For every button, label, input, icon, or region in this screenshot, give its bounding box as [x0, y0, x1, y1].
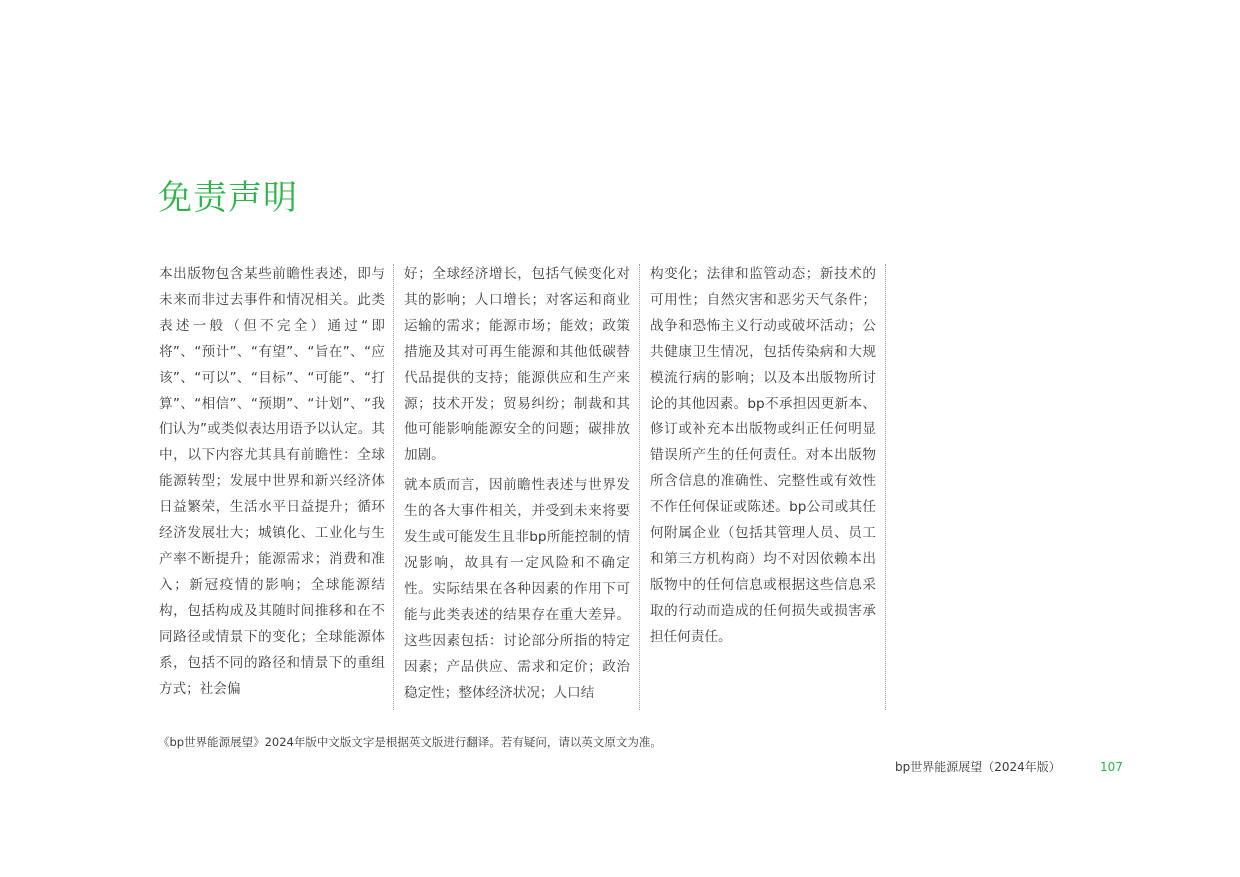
- column-divider: [639, 264, 640, 710]
- footer-publication-title: bp世界能源展望（2024年版）: [895, 760, 1061, 774]
- disclaimer-column-1: [159, 262, 385, 702]
- disclaimer-paragraph: 本出版物包含某些前瞻性表述，即与未来而非过去事件和情况相关。此类表述一般（但不完全）通过“即将”、“预计”、“有望”、“旨在”、“应该”、“可以”、“目标”、“可能”、“打算”、“相信”、“预期”、“计划”、“我们认为”或类似表达用语予以认定。其中，以下内容尤其具有前瞻性：全球能源转型；发展中世界和新兴经济体日益繁荣，生活水平日益提升；循环经济发展壮大；城镇化、工业化与生产率不断提升；能源需求；消费和准入；新冠疫情的影响；全球能源结构，包括构成及其随时间推移和在不同路径或情景下的变化；全球能源体系，包括不同的路径和情景下的重组方式；社会偏: [159, 266, 385, 697]
- disclaimer-paragraph: 构变化；法律和监管动态；新技术的可用性；自然灾害和恶劣天气条件；战争和恐怖主义行动或破坏活动；公共健康卫生情况，包括传染病和大规模流行病的影响；以及本出版物所讨论的其他因素。bp不承担因更新本、修订或补充本出版物或纠正任何明显错误所产生的任何责任。对本出版物所含信息的准确性、完整性或有效性不作任何保证或陈述。bp公司或其任何附属企业（包括其管理人员、员工和第三方机构商）均不对因依赖本出版物中的任何信息或根据这些信息采取的行动而造成的任何损失或损害承担任何责任。: [650, 266, 876, 645]
- page-number: 107: [1100, 760, 1123, 774]
- disclaimer-paragraph: 就本质而言，因前瞻性表述与世界发生的各大事件相关，并受到未来将要发生或可能发生且非bp所能控制的情况影响，故具有一定风险和不确定性。实际结果在各种因素的作用下可能与此类表述的结果存在重大差异。这些因素包括：讨论部分所指的特定因素；产品供应、需求和定价；政治稳定性；整体经济状况；人口结: [404, 477, 630, 701]
- translation-footnote: 《bp世界能源展望》2024年版中文版文字是根据英文版进行翻译。若有疑问，请以英文原文为准。: [158, 735, 662, 749]
- column-divider: [885, 264, 886, 710]
- disclaimer-column-2: [404, 262, 630, 706]
- column-divider: [393, 264, 394, 710]
- disclaimer-column-3: [650, 262, 876, 651]
- page-title: 免责声明: [158, 178, 298, 218]
- disclaimer-paragraph: 好；全球经济增长，包括气候变化对其的影响；人口增长；对客运和商业运输的需求；能源市场；能效；政策措施及其对可再生能源和其他低碳替代品提供的支持；能源供应和生产来源；技术开发；贸易纠纷；制裁和其他可能影响能源安全的问题；碳排放加剧。: [404, 266, 630, 464]
